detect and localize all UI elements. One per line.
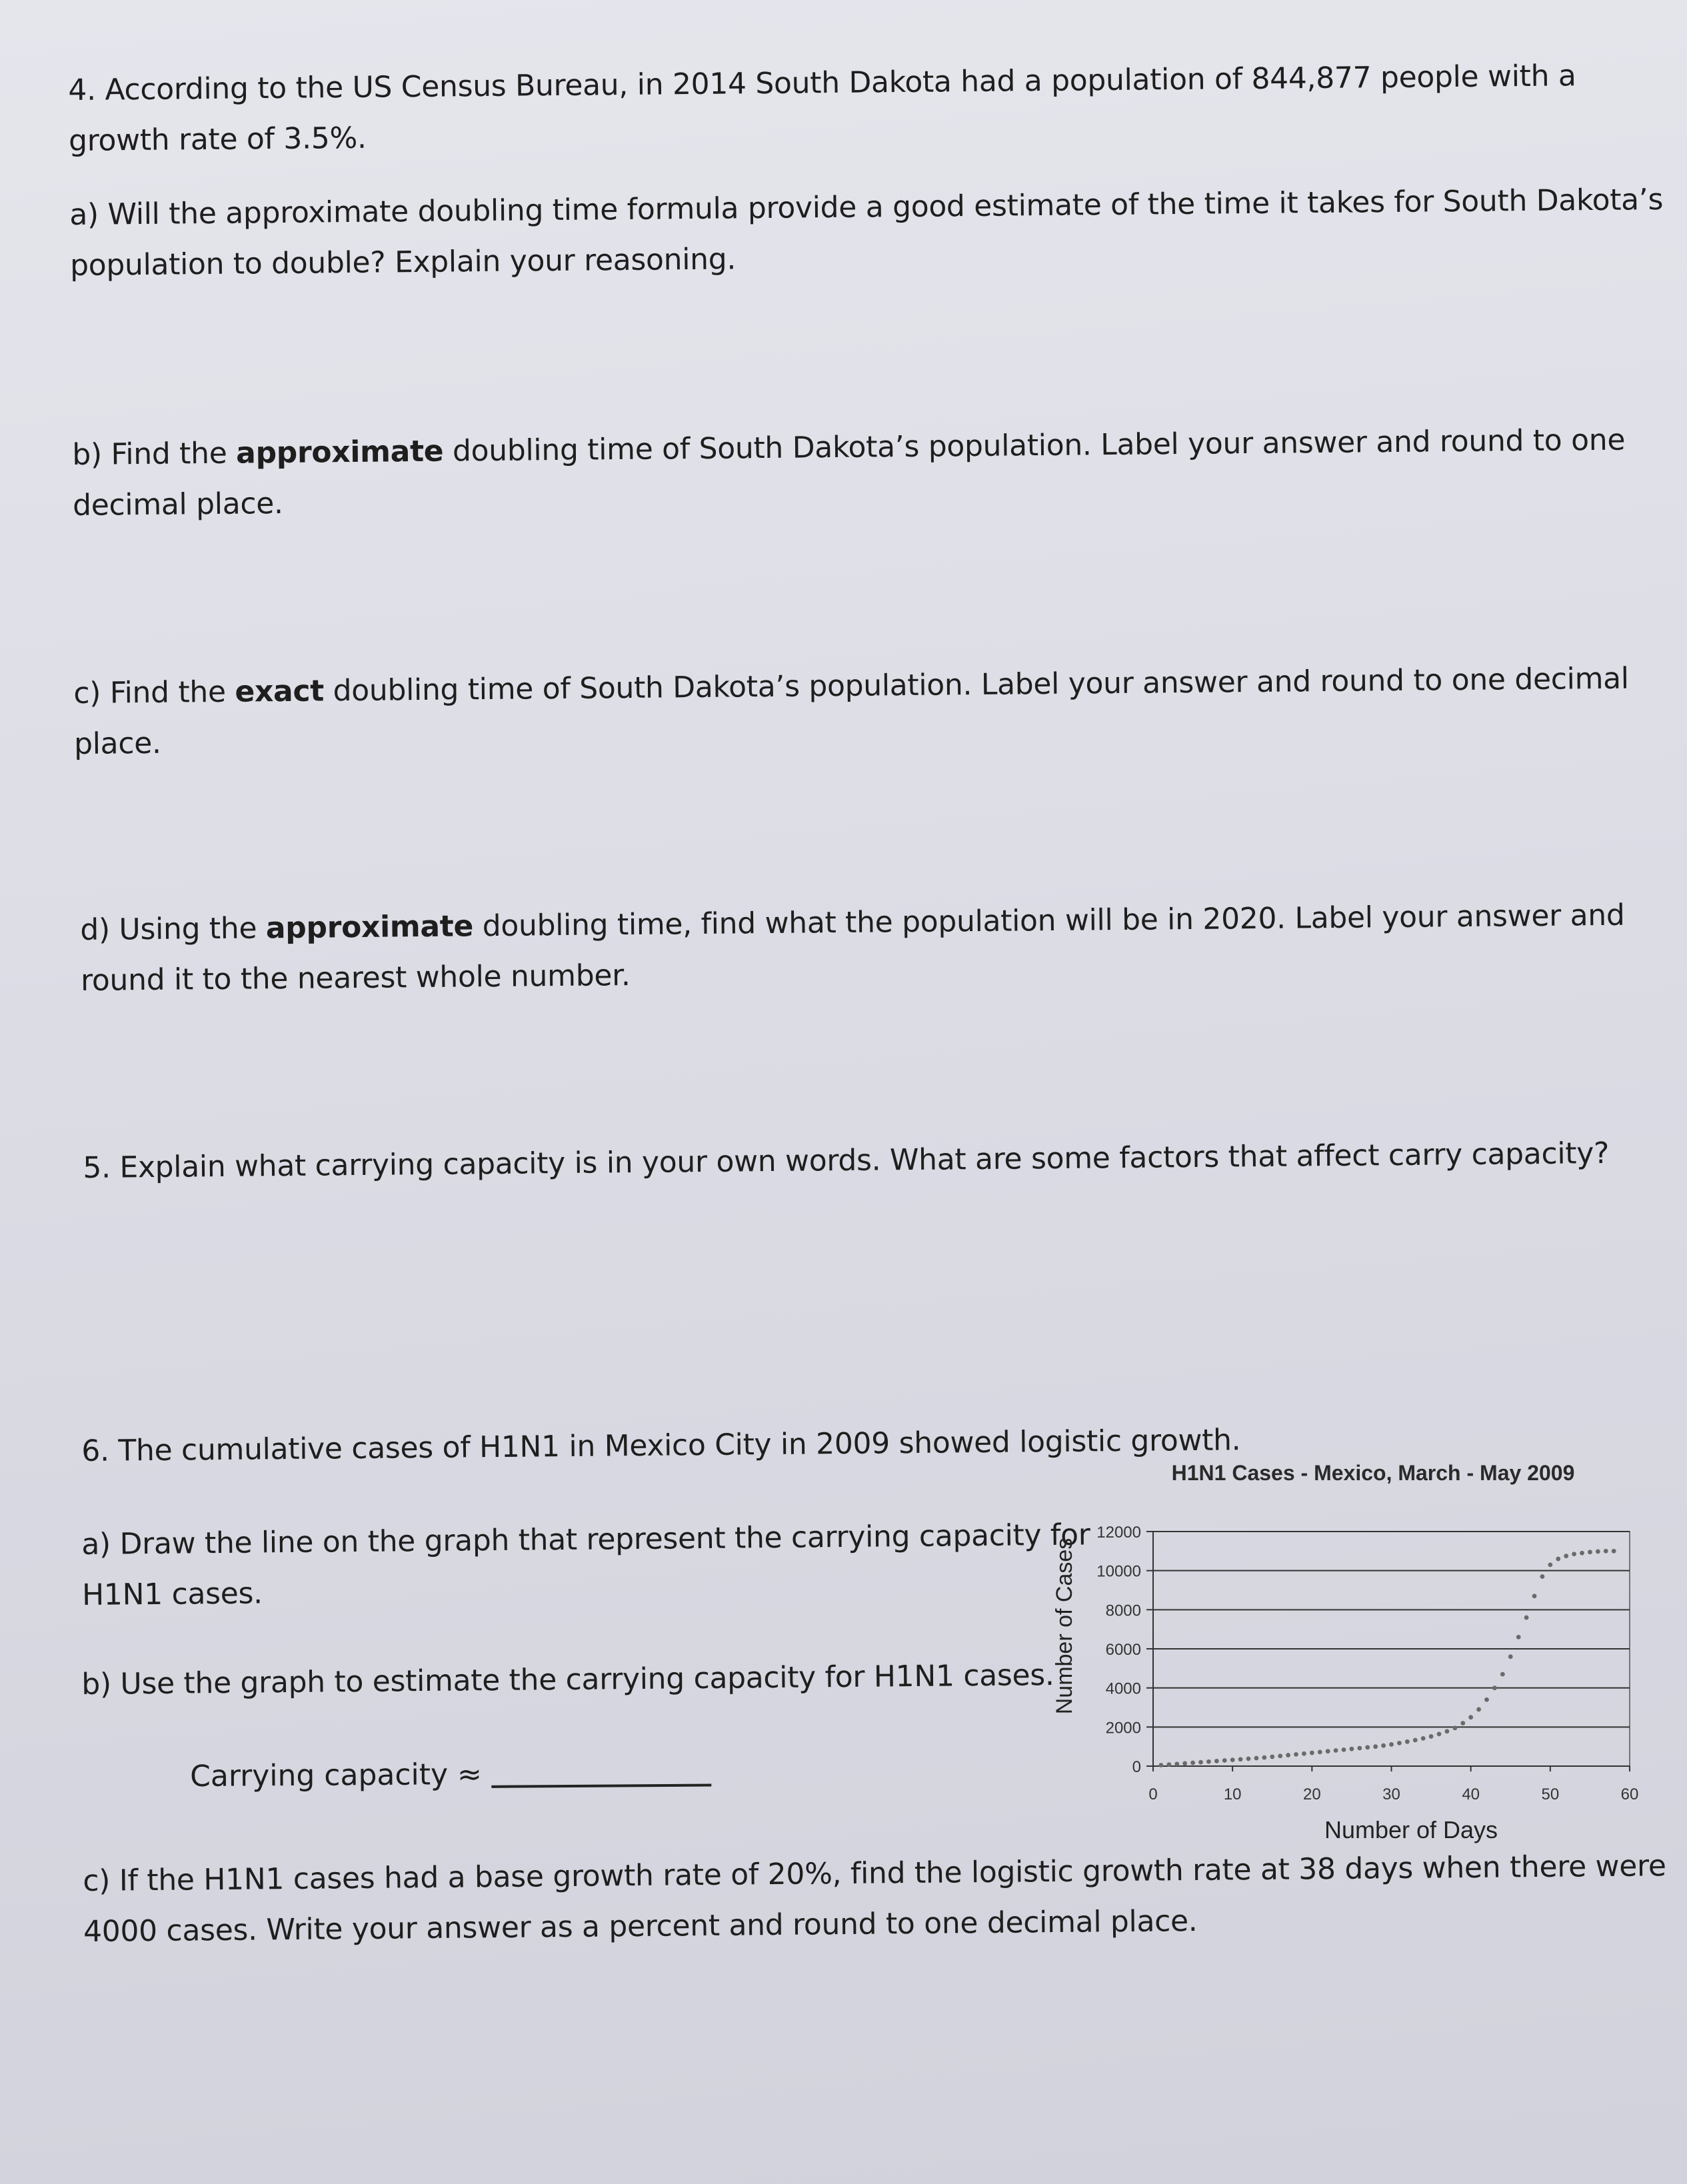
q6b-line: b) Use the graph to estimate the carrying capacity for H1N1 cases. [81, 1657, 1054, 1701]
question-4d [80, 890, 1626, 1006]
y-tick-label: 2000 [1105, 1719, 1141, 1737]
answer-blank[interactable] [491, 1784, 711, 1788]
question-4b [72, 415, 1626, 531]
data-point [1572, 1552, 1576, 1556]
q4a-line-2: population to double? Explain your reasoning. [69, 242, 737, 283]
question-6a [81, 1510, 1091, 1621]
question-6c [83, 1841, 1667, 1957]
x-tick-label: 20 [1302, 1785, 1321, 1803]
data-point [1286, 1753, 1290, 1757]
q4c-line-2: place. [73, 726, 161, 761]
data-point [1294, 1752, 1298, 1757]
y-tick-label: 0 [1132, 1758, 1141, 1776]
data-point [1476, 1707, 1481, 1712]
data-point [1452, 1725, 1457, 1730]
q4b-line-2: decimal place. [72, 486, 283, 523]
data-point [1238, 1757, 1243, 1761]
data-point [1492, 1685, 1497, 1690]
data-point [1270, 1755, 1274, 1759]
data-point [1612, 1549, 1616, 1554]
data-point [1254, 1756, 1259, 1761]
chart-grid [1153, 1532, 1630, 1766]
q4d-bold-word: approximate [265, 909, 474, 946]
question-4-intro [68, 51, 1577, 167]
question-4c [73, 654, 1630, 770]
q6a-line-2: H1N1 cases. [81, 1576, 263, 1612]
data-point [1484, 1697, 1489, 1702]
q6c-line-1: c) If the H1N1 cases had a base growth rate of 20%, find the logistic growth rate at 38 days when there were [83, 1849, 1666, 1898]
q4c-line-1: c) Find the exact doubling time of South Dakota’s population. Label your answer and round to one decimal [73, 661, 1629, 710]
x-tick-label: 40 [1462, 1785, 1480, 1803]
h1n1-chart [1040, 1456, 1660, 1849]
chart-ylabel: Number of Cases [1052, 1538, 1077, 1715]
data-point [1389, 1742, 1394, 1747]
chart-xlabel: Number of Days [1324, 1816, 1498, 1843]
data-point [1246, 1756, 1251, 1761]
question-6b [81, 1650, 1054, 1710]
data-point [1190, 1761, 1195, 1765]
y-tick-label: 12000 [1096, 1524, 1141, 1542]
q6c-line-2: 4000 cases. Write your answer as a percent and round to one decimal place. [83, 1903, 1198, 1949]
x-tick-label: 30 [1382, 1785, 1400, 1803]
data-point [1310, 1751, 1314, 1755]
data-point [1159, 1763, 1164, 1767]
data-point [1460, 1721, 1465, 1725]
q4d-line-1: d) Using the approximate doubling time, find what the population will be in 2020. Label your answer and [80, 898, 1625, 947]
data-point [1397, 1741, 1402, 1745]
data-point [1540, 1574, 1545, 1579]
chart-title: H1N1 Cases - Mexico, March - May 2009 [1171, 1461, 1575, 1485]
q4d-line-2: round it to the nearest whole number. [80, 958, 631, 998]
data-point [1206, 1759, 1211, 1764]
data-point [1230, 1757, 1235, 1762]
x-tick-label: 60 [1620, 1785, 1639, 1803]
data-point [1278, 1753, 1282, 1758]
chart-points [1159, 1549, 1616, 1767]
data-point [1421, 1736, 1426, 1741]
q4b-bold-word: approximate [235, 434, 444, 471]
data-point [1468, 1715, 1473, 1719]
x-tick-label: 10 [1223, 1785, 1242, 1803]
data-point [1596, 1550, 1600, 1554]
question-5 [83, 1128, 1609, 1194]
carrying-capacity-answer [190, 1756, 711, 1793]
data-point [1445, 1729, 1450, 1733]
data-point [1318, 1749, 1322, 1754]
q5-line: 5. Explain what carrying capacity is in your own words. What are some factors that affect carry capacity? [83, 1136, 1610, 1185]
q6a-line-1: a) Draw the line on the graph that represent the carrying capacity for [81, 1518, 1090, 1562]
y-tick-label: 4000 [1105, 1679, 1141, 1698]
data-point [1198, 1760, 1203, 1765]
q4-intro-line-1: 4. According to the US Census Bureau, in 2014 South Dakota had a population of 844,877 people with a [68, 59, 1576, 107]
question-4a [69, 175, 1664, 291]
data-point [1604, 1549, 1608, 1554]
data-point [1174, 1761, 1179, 1766]
data-point [1182, 1761, 1187, 1765]
data-point [1350, 1747, 1354, 1751]
data-point [1365, 1745, 1370, 1749]
chart-axes [1096, 1524, 1638, 1803]
data-point [1524, 1616, 1529, 1620]
y-tick-label: 10000 [1096, 1562, 1141, 1581]
data-point [1532, 1594, 1537, 1598]
data-point [1580, 1551, 1584, 1556]
data-point [1262, 1755, 1266, 1760]
data-point [1381, 1743, 1386, 1748]
data-point [1413, 1738, 1418, 1743]
q4-intro-line-2: growth rate of 3.5%. [68, 121, 367, 158]
data-point [1334, 1748, 1338, 1753]
y-tick-label: 8000 [1105, 1602, 1141, 1620]
data-point [1508, 1654, 1513, 1659]
data-point [1357, 1746, 1362, 1751]
x-tick-label: 50 [1541, 1785, 1560, 1803]
data-point [1516, 1635, 1521, 1639]
x-tick-label: 0 [1148, 1785, 1158, 1803]
q4c-bold-word: exact [235, 674, 325, 709]
data-point [1588, 1550, 1592, 1554]
q4b-line-1: b) Find the approximate doubling time of South Dakota’s population. Label your answer and round to one [72, 423, 1626, 472]
data-point [1564, 1554, 1568, 1558]
data-point [1500, 1672, 1505, 1677]
data-point [1405, 1739, 1410, 1744]
y-tick-label: 6000 [1105, 1641, 1141, 1659]
data-point [1429, 1734, 1434, 1739]
data-point [1437, 1731, 1442, 1736]
data-point [1342, 1747, 1346, 1752]
carrying-capacity-label: Carrying capacity ≈ [190, 1757, 483, 1793]
data-point [1302, 1751, 1306, 1756]
data-point [1166, 1762, 1171, 1767]
q6-intro-line: 6. The cumulative cases of H1N1 in Mexico City in 2009 showed logistic growth. [81, 1423, 1241, 1468]
data-point [1214, 1759, 1219, 1763]
q4a-line-1: a) Will the approximate doubling time formula provide a good estimate of the time it takes for South Dakota’s [69, 183, 1664, 232]
data-point [1222, 1758, 1227, 1763]
data-point [1326, 1749, 1330, 1753]
data-point [1556, 1557, 1560, 1562]
data-point [1548, 1562, 1552, 1567]
data-point [1373, 1744, 1378, 1749]
